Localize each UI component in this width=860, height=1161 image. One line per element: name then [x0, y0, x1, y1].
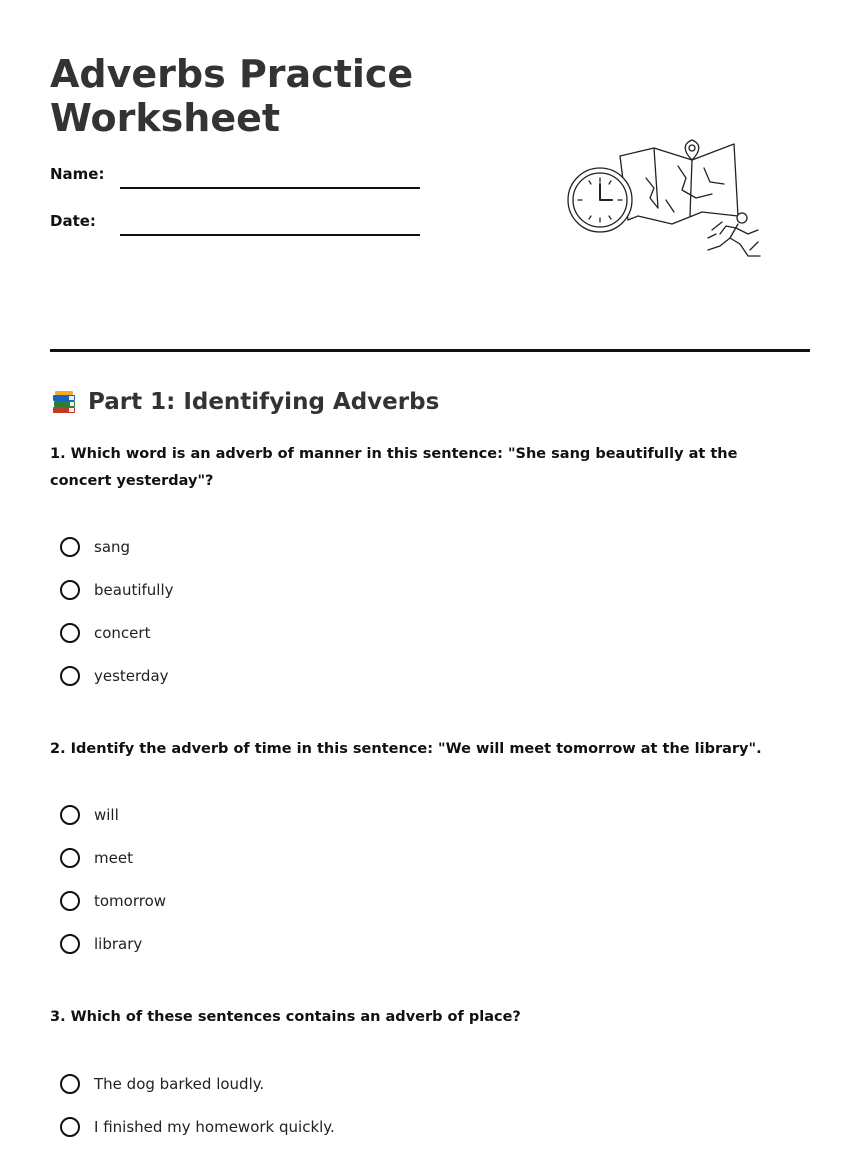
option-label: The dog barked loudly.: [94, 1075, 265, 1093]
q3-option-2[interactable]: [60, 1117, 335, 1137]
radio-button[interactable]: [60, 891, 80, 911]
option-label: tomorrow: [94, 892, 167, 910]
q2-option-2[interactable]: [60, 848, 133, 868]
q1-option-4[interactable]: [60, 666, 169, 686]
option-label: yesterday: [94, 667, 169, 685]
q1-option-1[interactable]: [60, 537, 130, 557]
clock-map-runner-icon: [562, 138, 767, 263]
q2-option-1[interactable]: [60, 805, 119, 825]
page-title: Adverbs Practice Worksheet: [50, 52, 414, 140]
q2-option-3[interactable]: [60, 891, 166, 911]
option-label: meet: [94, 849, 133, 867]
option-label: will: [94, 806, 119, 824]
name-field[interactable]: [120, 187, 420, 189]
q2-option-4[interactable]: [60, 934, 142, 954]
section-title-text: Part 1: Identifying Adverbs: [88, 389, 440, 415]
radio-button[interactable]: [60, 623, 80, 643]
option-label: sang: [94, 538, 131, 556]
question-2: 2. Identify the adverb of time in this sentence: "We will meet tomorrow at the library".: [50, 741, 762, 757]
radio-button[interactable]: [60, 805, 80, 825]
name-label: Name:: [50, 165, 105, 183]
question-3: 3. Which of these sentences contains an adverb of place?: [50, 1009, 521, 1025]
q1-option-2[interactable]: [60, 580, 174, 600]
date-field[interactable]: [120, 234, 420, 236]
radio-button[interactable]: [60, 934, 80, 954]
radio-button[interactable]: [60, 580, 80, 600]
option-label: concert: [94, 624, 151, 642]
radio-button[interactable]: [60, 666, 80, 686]
q1-option-3[interactable]: [60, 623, 150, 643]
option-label: library: [94, 935, 143, 953]
date-label: Date:: [50, 212, 96, 230]
option-label: beautifully: [94, 581, 174, 599]
radio-button[interactable]: [60, 537, 80, 557]
option-label: I finished my homework quickly.: [94, 1118, 335, 1136]
question-1: 1. Which word is an adverb of manner in this sentence: "She sang beautifully at the concert yesterday"?: [50, 446, 738, 489]
section-title: [50, 388, 439, 416]
radio-button[interactable]: [60, 1117, 80, 1137]
radio-button[interactable]: [60, 1074, 80, 1094]
q3-option-1[interactable]: [60, 1074, 264, 1094]
books-icon: [50, 388, 78, 416]
radio-button[interactable]: [60, 848, 80, 868]
section-divider: [50, 349, 810, 352]
